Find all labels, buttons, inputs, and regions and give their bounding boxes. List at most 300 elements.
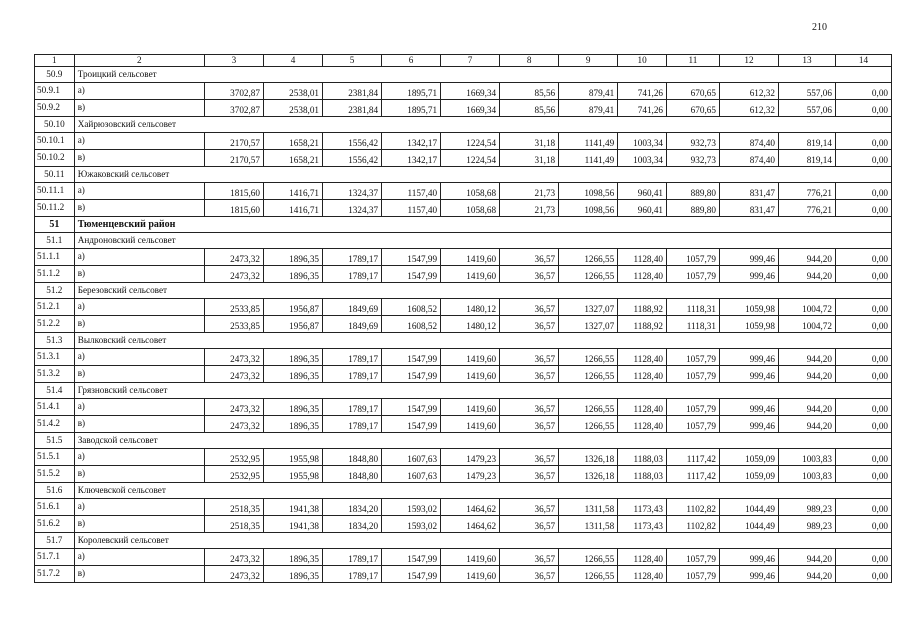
section-row [35, 283, 892, 299]
table-cell: 1593,02 [382, 499, 441, 516]
row-label: в) [74, 516, 204, 533]
table-cell: 1789,17 [323, 549, 382, 566]
section-row [35, 383, 892, 399]
table-cell: 1128,40 [618, 399, 667, 416]
table-cell: 1479,23 [441, 449, 500, 466]
table-cell: 1057,79 [667, 399, 720, 416]
table-row [35, 466, 892, 483]
section-row [35, 167, 892, 183]
table-cell: 889,80 [667, 183, 720, 200]
table-cell: 1128,40 [618, 349, 667, 366]
table-cell: 1003,34 [618, 150, 667, 167]
row-code: 50.11.2 [35, 200, 75, 217]
table-cell: 1547,99 [382, 399, 441, 416]
section-row [35, 117, 892, 133]
section-code: 51.2 [35, 283, 75, 299]
table-cell: 989,23 [778, 499, 835, 516]
section-row [35, 333, 892, 349]
table-cell: 819,14 [778, 133, 835, 150]
table-cell: 1848,80 [323, 449, 382, 466]
page-number: 210 [812, 22, 827, 33]
column-header-1: 1 [35, 55, 75, 67]
table-cell: 0,00 [835, 299, 891, 316]
row-code: 51.6.2 [35, 516, 75, 533]
table-cell: 944,20 [778, 349, 835, 366]
table-cell: 1547,99 [382, 549, 441, 566]
table-cell: 1224,54 [441, 150, 500, 167]
section-name: Тюменцевский район [74, 217, 891, 233]
row-code: 51.7.2 [35, 566, 75, 583]
table-cell: 1419,60 [441, 566, 500, 583]
table-cell: 944,20 [778, 249, 835, 266]
table-cell: 944,20 [778, 366, 835, 383]
table-cell: 874,40 [719, 150, 778, 167]
row-code: 51.3.2 [35, 366, 75, 383]
table-cell: 1326,18 [559, 449, 618, 466]
table-cell: 2381,84 [323, 83, 382, 100]
table-cell: 1173,43 [618, 499, 667, 516]
table-cell: 999,46 [719, 266, 778, 283]
table-cell: 1669,34 [441, 100, 500, 117]
table-cell: 0,00 [835, 399, 891, 416]
table-cell: 1117,42 [667, 466, 720, 483]
table-cell: 874,40 [719, 133, 778, 150]
row-label: а) [74, 449, 204, 466]
table-row [35, 83, 892, 100]
table-cell: 879,41 [559, 100, 618, 117]
section-name: Вылковский сельсовет [74, 333, 891, 349]
row-label: а) [74, 549, 204, 566]
section-code: 51.5 [35, 433, 75, 449]
table-cell: 1324,37 [323, 183, 382, 200]
table-cell: 1188,92 [618, 316, 667, 333]
table-cell: 36,57 [500, 349, 559, 366]
table-cell: 944,20 [778, 416, 835, 433]
table-row [35, 200, 892, 217]
table-cell: 1102,82 [667, 499, 720, 516]
table-cell: 36,57 [500, 449, 559, 466]
table-cell: 36,57 [500, 416, 559, 433]
row-code: 51.5.2 [35, 466, 75, 483]
row-code: 50.10.2 [35, 150, 75, 167]
table-cell: 999,46 [719, 416, 778, 433]
section-code: 50.9 [35, 67, 75, 83]
table-cell: 1834,20 [323, 516, 382, 533]
table-cell: 1815,60 [204, 200, 263, 217]
row-code: 50.9.2 [35, 100, 75, 117]
section-code: 51 [35, 217, 75, 233]
table-cell: 2473,32 [204, 266, 263, 283]
table-cell: 999,46 [719, 566, 778, 583]
table-cell: 1128,40 [618, 249, 667, 266]
table-cell: 1327,07 [559, 316, 618, 333]
column-header-4: 4 [263, 55, 322, 67]
table-cell: 1128,40 [618, 366, 667, 383]
section-row [35, 533, 892, 549]
table-row [35, 266, 892, 283]
table-cell: 776,21 [778, 200, 835, 217]
section-row [35, 67, 892, 83]
table-cell: 1419,60 [441, 399, 500, 416]
table-cell: 1266,55 [559, 366, 618, 383]
table-cell: 1057,79 [667, 549, 720, 566]
table-cell: 1059,09 [719, 466, 778, 483]
table-cell: 1419,60 [441, 549, 500, 566]
table-cell: 1556,42 [323, 133, 382, 150]
table-cell: 1118,31 [667, 299, 720, 316]
table-cell: 1607,63 [382, 449, 441, 466]
table-row [35, 349, 892, 366]
table-cell: 1057,79 [667, 416, 720, 433]
row-code: 51.4.2 [35, 416, 75, 433]
table-cell: 1416,71 [263, 200, 322, 217]
section-name: Андроновский сельсовет [74, 233, 891, 249]
table-cell: 1896,35 [263, 349, 322, 366]
table-cell: 1956,87 [263, 299, 322, 316]
section-code: 50.10 [35, 117, 75, 133]
section-name: Троицкий сельсовет [74, 67, 891, 83]
table-cell: 2518,35 [204, 516, 263, 533]
section-code: 50.11 [35, 167, 75, 183]
table-cell: 0,00 [835, 349, 891, 366]
row-code: 51.6.1 [35, 499, 75, 516]
table-cell: 1607,63 [382, 466, 441, 483]
table-cell: 21,73 [500, 183, 559, 200]
table-cell: 2538,01 [263, 100, 322, 117]
column-header-2: 2 [74, 55, 204, 67]
table-cell: 1547,99 [382, 349, 441, 366]
table-cell: 1224,54 [441, 133, 500, 150]
table-cell: 1955,98 [263, 449, 322, 466]
table-cell: 999,46 [719, 349, 778, 366]
table-cell: 1658,21 [263, 133, 322, 150]
table-cell: 1789,17 [323, 399, 382, 416]
table-cell: 1004,72 [778, 316, 835, 333]
row-label: а) [74, 499, 204, 516]
table-cell: 944,20 [778, 399, 835, 416]
table-cell: 741,26 [618, 100, 667, 117]
section-name: Южаковский сельсовет [74, 167, 891, 183]
table-cell: 0,00 [835, 466, 891, 483]
table-cell: 1895,71 [382, 100, 441, 117]
table-cell: 1003,83 [778, 466, 835, 483]
table-cell: 2473,32 [204, 566, 263, 583]
table-row [35, 366, 892, 383]
table-cell: 36,57 [500, 499, 559, 516]
table-cell: 1416,71 [263, 183, 322, 200]
table-cell: 831,47 [719, 183, 778, 200]
table-cell: 1955,98 [263, 466, 322, 483]
table-cell: 1464,62 [441, 516, 500, 533]
table-cell: 1419,60 [441, 266, 500, 283]
column-header-13: 13 [778, 55, 835, 67]
table-cell: 36,57 [500, 399, 559, 416]
table-cell: 1419,60 [441, 416, 500, 433]
table-cell: 944,20 [778, 566, 835, 583]
table-row [35, 449, 892, 466]
table-cell: 36,57 [500, 566, 559, 583]
table-cell: 1327,07 [559, 299, 618, 316]
table-cell: 1188,03 [618, 449, 667, 466]
table-cell: 889,80 [667, 200, 720, 217]
row-label: в) [74, 266, 204, 283]
table-cell: 21,73 [500, 200, 559, 217]
table-cell: 1266,55 [559, 549, 618, 566]
table-row [35, 150, 892, 167]
table-cell: 2473,32 [204, 366, 263, 383]
table-cell: 1789,17 [323, 349, 382, 366]
table-cell: 1188,03 [618, 466, 667, 483]
table-cell: 0,00 [835, 249, 891, 266]
table-cell: 0,00 [835, 316, 891, 333]
table-cell: 1058,68 [441, 183, 500, 200]
table-cell: 999,46 [719, 549, 778, 566]
table-cell: 1834,20 [323, 499, 382, 516]
table-cell: 2473,32 [204, 349, 263, 366]
table-cell: 1266,55 [559, 249, 618, 266]
table-cell: 0,00 [835, 566, 891, 583]
table-cell: 1311,58 [559, 516, 618, 533]
table-row [35, 249, 892, 266]
row-code: 50.9.1 [35, 83, 75, 100]
table-cell: 2170,57 [204, 133, 263, 150]
table-cell: 1547,99 [382, 249, 441, 266]
table-cell: 1547,99 [382, 566, 441, 583]
table-cell: 999,46 [719, 249, 778, 266]
table-cell: 36,57 [500, 266, 559, 283]
table-cell: 819,14 [778, 150, 835, 167]
table-cell: 0,00 [835, 549, 891, 566]
table-cell: 0,00 [835, 133, 891, 150]
table-cell: 1266,55 [559, 266, 618, 283]
table-cell: 960,41 [618, 183, 667, 200]
table-cell: 1058,68 [441, 200, 500, 217]
table-cell: 557,06 [778, 83, 835, 100]
table-cell: 1057,79 [667, 349, 720, 366]
row-code: 51.5.1 [35, 449, 75, 466]
table-cell: 1941,38 [263, 516, 322, 533]
table-cell: 1128,40 [618, 266, 667, 283]
row-label: а) [74, 299, 204, 316]
table-cell: 1608,52 [382, 299, 441, 316]
row-label: а) [74, 249, 204, 266]
table-row [35, 399, 892, 416]
table-cell: 1266,55 [559, 349, 618, 366]
table-cell: 0,00 [835, 83, 891, 100]
table-cell: 36,57 [500, 299, 559, 316]
section-name: Ключевской сельсовет [74, 483, 891, 499]
row-label: в) [74, 566, 204, 583]
table-cell: 2538,01 [263, 83, 322, 100]
table-cell: 999,46 [719, 366, 778, 383]
table-cell: 1896,35 [263, 566, 322, 583]
table-cell: 1003,83 [778, 449, 835, 466]
table-cell: 1342,17 [382, 150, 441, 167]
table-cell: 36,57 [500, 316, 559, 333]
table-cell: 1044,49 [719, 499, 778, 516]
table-cell: 1003,34 [618, 133, 667, 150]
table-cell: 1547,99 [382, 266, 441, 283]
table-cell: 1849,69 [323, 316, 382, 333]
table-row [35, 499, 892, 516]
section-name: Грязновский сельсовет [74, 383, 891, 399]
table-cell: 1896,35 [263, 249, 322, 266]
table-cell: 1593,02 [382, 516, 441, 533]
table-cell: 31,18 [500, 150, 559, 167]
row-code: 51.2.1 [35, 299, 75, 316]
row-label: в) [74, 150, 204, 167]
table-cell: 2473,32 [204, 416, 263, 433]
column-header-12: 12 [719, 55, 778, 67]
row-code: 51.3.1 [35, 349, 75, 366]
section-name: Королевский сельсовет [74, 533, 891, 549]
section-row [35, 483, 892, 499]
table-cell: 1547,99 [382, 416, 441, 433]
table-cell: 1324,37 [323, 200, 382, 217]
table-cell: 2473,32 [204, 549, 263, 566]
table-cell: 36,57 [500, 466, 559, 483]
row-label: а) [74, 133, 204, 150]
table-cell: 741,26 [618, 83, 667, 100]
table-cell: 1266,55 [559, 566, 618, 583]
table-cell: 1057,79 [667, 366, 720, 383]
table-cell: 0,00 [835, 150, 891, 167]
table-cell: 36,57 [500, 366, 559, 383]
table-cell: 1057,79 [667, 266, 720, 283]
row-label: а) [74, 183, 204, 200]
table-cell: 1480,12 [441, 299, 500, 316]
table-cell: 1669,34 [441, 83, 500, 100]
table-cell: 1896,35 [263, 416, 322, 433]
row-label: в) [74, 100, 204, 117]
table-cell: 1059,98 [719, 299, 778, 316]
table-cell: 1157,40 [382, 200, 441, 217]
row-label: а) [74, 399, 204, 416]
table-cell: 1044,49 [719, 516, 778, 533]
row-label: в) [74, 316, 204, 333]
table-cell: 1896,35 [263, 549, 322, 566]
column-header-10: 10 [618, 55, 667, 67]
table-cell: 2533,85 [204, 316, 263, 333]
table-cell: 1895,71 [382, 83, 441, 100]
column-header-11: 11 [667, 55, 720, 67]
table-cell: 31,18 [500, 133, 559, 150]
table-row [35, 516, 892, 533]
column-header-9: 9 [559, 55, 618, 67]
table-cell: 1326,18 [559, 466, 618, 483]
section-code: 51.1 [35, 233, 75, 249]
table-cell: 1141,49 [559, 133, 618, 150]
table-cell: 0,00 [835, 366, 891, 383]
table-row [35, 316, 892, 333]
table-cell: 1118,31 [667, 316, 720, 333]
table-cell: 1608,52 [382, 316, 441, 333]
table-cell: 1547,99 [382, 366, 441, 383]
row-label: в) [74, 366, 204, 383]
table-cell: 36,57 [500, 549, 559, 566]
table-cell: 1419,60 [441, 366, 500, 383]
table-row [35, 299, 892, 316]
table-cell: 0,00 [835, 183, 891, 200]
row-label: в) [74, 200, 204, 217]
table-cell: 999,46 [719, 399, 778, 416]
table-cell: 0,00 [835, 516, 891, 533]
row-label: в) [74, 416, 204, 433]
table-cell: 0,00 [835, 266, 891, 283]
column-header-8: 8 [500, 55, 559, 67]
table-cell: 0,00 [835, 100, 891, 117]
table-cell: 85,56 [500, 100, 559, 117]
section-code: 51.6 [35, 483, 75, 499]
table-cell: 1789,17 [323, 249, 382, 266]
table-row [35, 133, 892, 150]
table-cell: 944,20 [778, 266, 835, 283]
row-code: 50.10.1 [35, 133, 75, 150]
table-cell: 2533,85 [204, 299, 263, 316]
table-row [35, 100, 892, 117]
table-cell: 1004,72 [778, 299, 835, 316]
table-cell: 2381,84 [323, 100, 382, 117]
table-cell: 85,56 [500, 83, 559, 100]
table-row [35, 549, 892, 566]
table-cell: 1556,42 [323, 150, 382, 167]
table-cell: 1128,40 [618, 549, 667, 566]
table-cell: 2518,35 [204, 499, 263, 516]
table-cell: 1896,35 [263, 399, 322, 416]
row-code: 50.11.1 [35, 183, 75, 200]
table-cell: 1173,43 [618, 516, 667, 533]
row-code: 51.2.2 [35, 316, 75, 333]
table-cell: 1141,49 [559, 150, 618, 167]
table-cell: 3702,87 [204, 83, 263, 100]
table-cell: 989,23 [778, 516, 835, 533]
section-row [35, 433, 892, 449]
table-cell: 1128,40 [618, 566, 667, 583]
rates-table [34, 54, 892, 583]
table-cell: 0,00 [835, 449, 891, 466]
table-cell: 2532,95 [204, 449, 263, 466]
table-cell: 1057,79 [667, 566, 720, 583]
row-code: 51.1.2 [35, 266, 75, 283]
table-cell: 557,06 [778, 100, 835, 117]
table-row [35, 183, 892, 200]
section-name: Березовский сельсовет [74, 283, 891, 299]
table-cell: 612,32 [719, 100, 778, 117]
table-cell: 0,00 [835, 416, 891, 433]
table-cell: 1419,60 [441, 349, 500, 366]
row-code: 51.1.1 [35, 249, 75, 266]
table-cell: 2473,32 [204, 249, 263, 266]
table-cell: 1896,35 [263, 366, 322, 383]
table-cell: 1098,56 [559, 200, 618, 217]
column-header-3: 3 [204, 55, 263, 67]
table-cell: 1266,55 [559, 416, 618, 433]
table-cell: 831,47 [719, 200, 778, 217]
row-label: а) [74, 349, 204, 366]
table-cell: 1157,40 [382, 183, 441, 200]
table-cell: 3702,87 [204, 100, 263, 117]
section-name: Хайрюзовский сельсовет [74, 117, 891, 133]
table-cell: 1059,09 [719, 449, 778, 466]
table-cell: 776,21 [778, 183, 835, 200]
table-cell: 0,00 [835, 499, 891, 516]
column-header-6: 6 [382, 55, 441, 67]
table-cell: 1342,17 [382, 133, 441, 150]
section-row [35, 233, 892, 249]
table-cell: 2532,95 [204, 466, 263, 483]
table-cell: 1941,38 [263, 499, 322, 516]
table-cell: 1848,80 [323, 466, 382, 483]
